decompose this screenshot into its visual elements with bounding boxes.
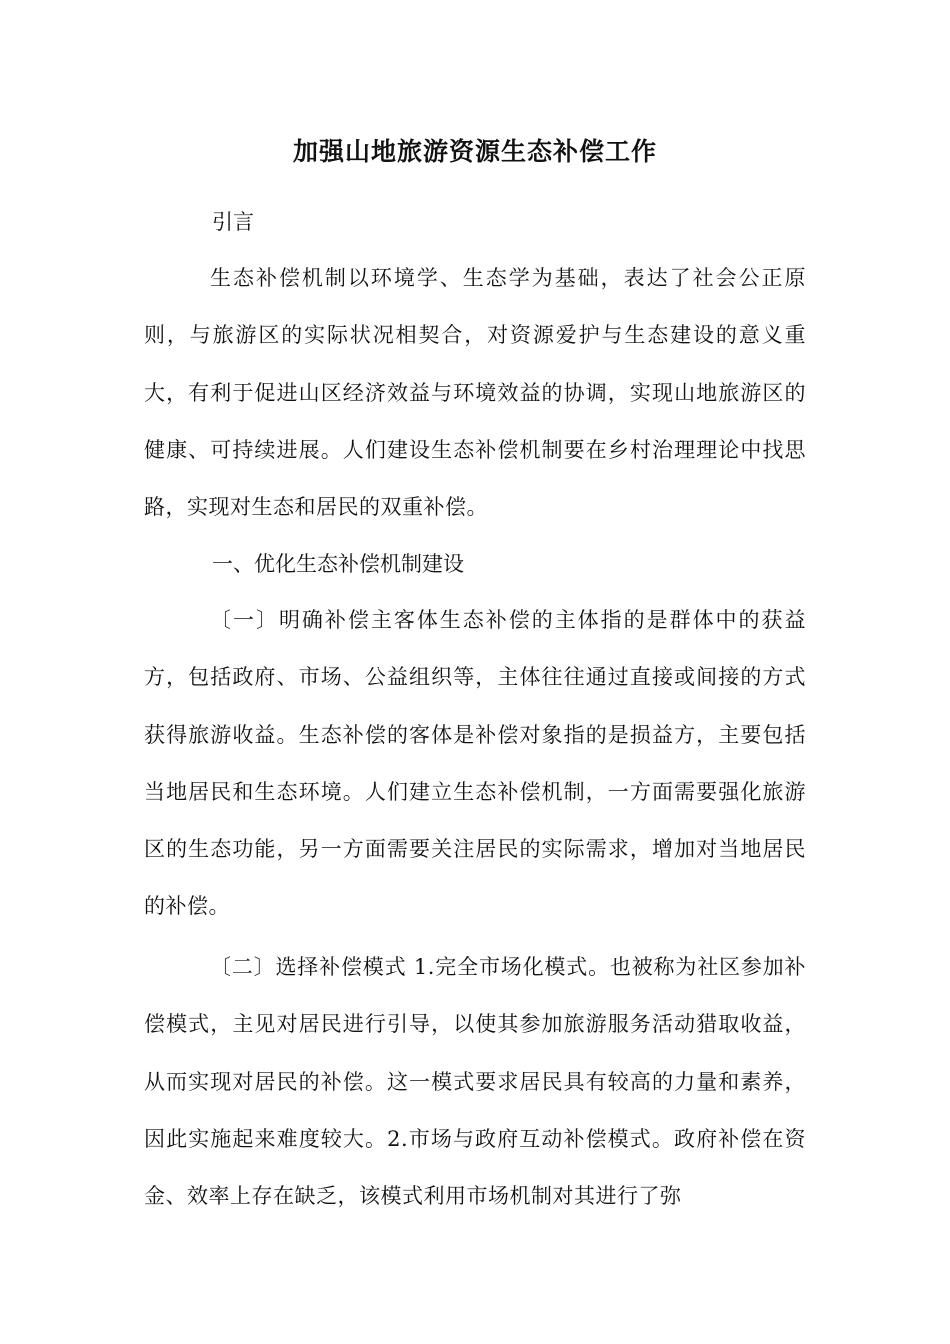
intro-heading: 引言: [212, 210, 254, 234]
section1-heading: 一、优化生态补偿机制建设: [212, 552, 464, 576]
intro-paragraph: 生态补偿机制以环境学、生态学为基础，表达了社会公正原则，与旅游区的实际状况相契合，对资源爱护与生态建设的意义重大，有利于促进山区经济效益与环境效益的协调，实现山地旅游区的健康、可持续进展。人们建设生态补偿机制要在乡村治理理论中找思路，实现对生态和居民的双重补偿。: [144, 266, 806, 520]
section1-paragraph-2: 〔二〕选择补偿模式 1.完全市场化模式。也被称为社区参加补偿模式，主见对居民进行引导，以使其参加旅游服务活动猎取收益，从而实现对居民的补偿。这一模式要求居民具有较高的力量和素养，因此实施起来难度较大。2.市场与政府互动补偿模式。政府补偿在资金、效率上存在缺乏，该模式利用市场机制对其进行了弥: [144, 955, 806, 1209]
document-title: 加强山地旅游资源生态补偿工作: [292, 137, 657, 166]
section1-paragraph-1: 〔一〕明确补偿主客体生态补偿的主体指的是群体中的获益方，包括政府、市场、公益组织等，主体往往通过直接或间接的方式获得旅游收益。生态补偿的客体是补偿对象指的是损益方，主要包括当地居民和生态环境。人们建立生态补偿机制，一方面需要强化旅游区的生态功能，另一方面需要关注居民的实际需求，增加对当地居民的补偿。: [144, 608, 806, 919]
